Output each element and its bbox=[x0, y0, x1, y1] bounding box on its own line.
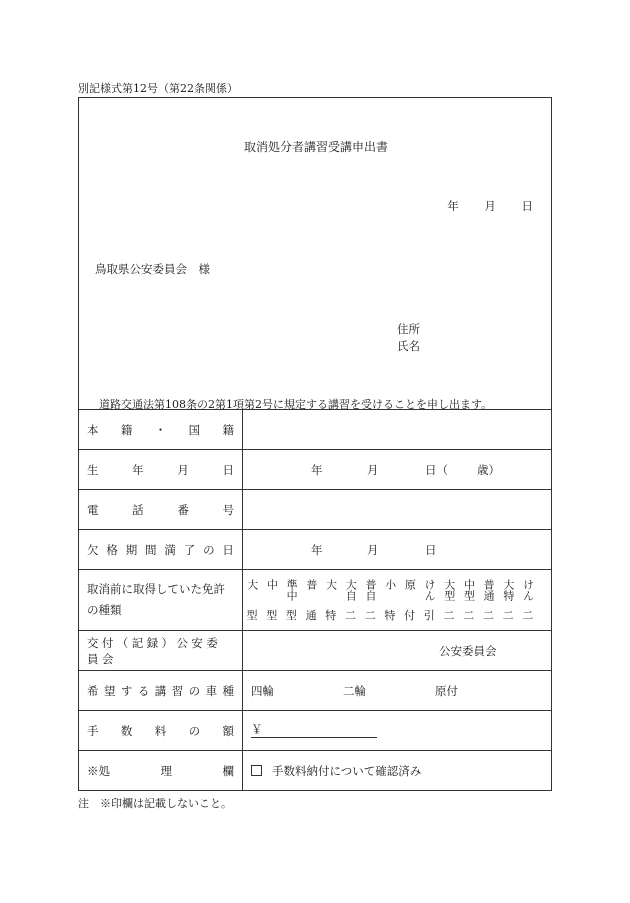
label-char: 交付（記録）公安委員会 bbox=[87, 635, 222, 666]
license-type-option[interactable] bbox=[363, 579, 377, 621]
label-char: 国 bbox=[188, 422, 201, 437]
name-label: 氏名 bbox=[397, 339, 420, 353]
label-char: る bbox=[137, 683, 150, 698]
license-type-option[interactable] bbox=[462, 579, 476, 621]
label-char: 料 bbox=[154, 723, 167, 738]
application-form bbox=[78, 97, 552, 791]
label-honseki bbox=[79, 410, 243, 449]
label-char: 種 bbox=[222, 683, 234, 698]
label-char: 月 bbox=[177, 462, 189, 477]
license-type-option[interactable] bbox=[344, 579, 358, 621]
row-phone bbox=[79, 489, 551, 529]
label-phone bbox=[79, 490, 243, 529]
license-type-top: 準中 bbox=[285, 579, 299, 601]
date-month-label: 月 bbox=[484, 199, 496, 213]
label-char: 日 bbox=[222, 542, 234, 557]
address-label: 住所 bbox=[397, 322, 420, 336]
disq-year-unit: 年 bbox=[311, 542, 323, 557]
date-year-label: 年 bbox=[447, 199, 459, 213]
label-char: の bbox=[203, 542, 215, 557]
label-processing bbox=[79, 751, 243, 790]
birth-year-unit: 年 bbox=[311, 462, 323, 477]
label-char: 日 bbox=[222, 462, 234, 477]
label-char: 欠 bbox=[87, 542, 99, 557]
label-char: 話 bbox=[132, 502, 144, 517]
field-fee[interactable] bbox=[243, 711, 551, 750]
document-title: 取消処分者講習受講申出書 bbox=[243, 140, 388, 154]
license-type-top: 中型 bbox=[462, 579, 476, 601]
row-vehicle-class bbox=[79, 670, 551, 710]
label-birthdate bbox=[79, 450, 243, 489]
row-processing bbox=[79, 750, 551, 790]
license-type-bottom: 型 bbox=[285, 608, 297, 622]
license-type-top: 原 bbox=[403, 579, 417, 590]
row-fee bbox=[79, 710, 551, 750]
birth-age-unit: 歳） bbox=[477, 462, 500, 477]
label-char: 額 bbox=[222, 723, 234, 738]
license-type-list bbox=[243, 570, 551, 630]
label-char: 年 bbox=[132, 462, 144, 477]
label-char: 理 bbox=[160, 763, 172, 778]
row-birthdate bbox=[79, 449, 551, 489]
label-char: 間 bbox=[145, 542, 157, 557]
field-vehicle-class bbox=[243, 671, 551, 710]
label-license-types bbox=[79, 570, 243, 630]
label-char: 欄 bbox=[222, 763, 234, 778]
addressee: 鳥取県公安委員会 様 bbox=[95, 262, 210, 276]
label-char: 号 bbox=[222, 502, 234, 517]
label-char: の bbox=[188, 723, 201, 738]
license-type-option[interactable] bbox=[265, 579, 279, 621]
license-label-line2: の種類 bbox=[87, 603, 122, 617]
declaration-text: 道路交通法第108条の2第1項第2号に規定する講習を受けることを申し出ます。 bbox=[99, 398, 493, 411]
birth-month-unit: 月 bbox=[367, 462, 379, 477]
license-type-option[interactable] bbox=[304, 579, 318, 621]
label-char: 望 bbox=[103, 683, 116, 698]
license-type-top: 普通 bbox=[482, 579, 496, 601]
license-type-bottom: 引 bbox=[423, 608, 435, 622]
license-type-top: けん bbox=[423, 579, 437, 601]
license-type-top: 大型 bbox=[442, 579, 456, 601]
license-type-option[interactable] bbox=[284, 579, 298, 621]
label-char: 手 bbox=[87, 723, 99, 738]
license-type-option[interactable] bbox=[383, 579, 397, 621]
disq-month-unit: 月 bbox=[367, 542, 379, 557]
form-table bbox=[79, 409, 551, 790]
license-type-option[interactable] bbox=[481, 579, 495, 621]
license-type-top: 大特 bbox=[501, 579, 515, 601]
date-day-label: 日 bbox=[521, 199, 533, 213]
field-issuing-commission[interactable] bbox=[243, 631, 551, 670]
label-fee bbox=[79, 711, 243, 750]
license-type-bottom: 二 bbox=[443, 608, 455, 622]
date-line bbox=[425, 198, 533, 214]
disq-day-unit: 日 bbox=[425, 542, 437, 557]
label-char: 満 bbox=[164, 542, 176, 557]
license-type-option[interactable] bbox=[442, 579, 456, 621]
label-char: す bbox=[120, 683, 133, 698]
label-char: 籍 bbox=[120, 422, 133, 437]
birth-day-unit: 日（ bbox=[425, 462, 448, 477]
label-char: 生 bbox=[87, 462, 99, 477]
label-char: 籍 bbox=[222, 422, 234, 437]
processing-check bbox=[251, 763, 421, 779]
row-disqualification-end bbox=[79, 529, 551, 569]
license-type-bottom: 二 bbox=[463, 608, 475, 622]
label-char: 希 bbox=[87, 683, 99, 698]
license-type-top: 大 bbox=[245, 579, 259, 590]
field-phone[interactable] bbox=[243, 490, 551, 529]
license-type-option[interactable] bbox=[521, 579, 535, 621]
label-char: 講 bbox=[154, 683, 167, 698]
checkbox-icon[interactable] bbox=[251, 765, 262, 776]
license-type-top: 普 bbox=[304, 579, 318, 590]
license-type-bottom: 二 bbox=[502, 608, 514, 622]
processing-check-text: 手数料納付について確認済み bbox=[272, 763, 422, 778]
label-issuing-commission bbox=[79, 631, 243, 670]
license-type-bottom: 特 bbox=[325, 608, 337, 622]
form-number: 別記様式第12号（第22条関係） bbox=[78, 82, 238, 95]
row-license-types bbox=[79, 569, 551, 630]
license-type-option[interactable] bbox=[403, 579, 417, 621]
label-char: ・ bbox=[154, 422, 167, 437]
license-type-top: 大 bbox=[324, 579, 338, 590]
license-type-option[interactable] bbox=[422, 579, 436, 621]
license-type-option[interactable] bbox=[245, 579, 259, 621]
license-type-top: 大自 bbox=[344, 579, 358, 601]
license-type-bottom: 通 bbox=[305, 608, 317, 622]
row-honseki bbox=[79, 409, 551, 449]
footnote: 注 ※印欄は記載しないこと。 bbox=[78, 797, 232, 810]
license-type-top: けん bbox=[521, 579, 535, 601]
label-vehicle-class bbox=[79, 671, 243, 710]
label-char: 電 bbox=[87, 502, 99, 517]
label-char: 番 bbox=[177, 502, 189, 517]
label-char: 車 bbox=[205, 683, 218, 698]
license-type-top: 中 bbox=[265, 579, 279, 590]
label-char: 期 bbox=[125, 542, 138, 557]
label-char: 本 bbox=[87, 422, 99, 437]
license-type-top: 小 bbox=[383, 579, 397, 590]
vehicle-option-moped[interactable]: 原付 bbox=[435, 683, 458, 698]
label-char: 数 bbox=[120, 723, 133, 738]
field-disqualification-end[interactable] bbox=[243, 530, 551, 569]
label-char: 習 bbox=[171, 683, 184, 698]
label-disqualification-end bbox=[79, 530, 243, 569]
yen-symbol: ￥ bbox=[251, 722, 263, 736]
license-label-line1: 取消前に取得していた免許 bbox=[87, 582, 225, 596]
vehicle-option-4wheel[interactable]: 四輪 bbox=[251, 683, 274, 698]
license-type-bottom: 二 bbox=[345, 608, 356, 622]
license-type-bottom: 特 bbox=[384, 608, 396, 622]
license-type-bottom: 二 bbox=[364, 608, 376, 622]
license-type-option[interactable] bbox=[501, 579, 515, 621]
label-char: の bbox=[188, 683, 201, 698]
license-type-bottom: 二 bbox=[522, 608, 534, 622]
row-issuing-commission bbox=[79, 630, 551, 670]
license-type-option[interactable] bbox=[324, 579, 338, 621]
vehicle-option-2wheel[interactable]: 二輪 bbox=[343, 683, 366, 698]
label-char: ※処 bbox=[87, 763, 110, 778]
license-type-bottom: 型 bbox=[246, 608, 258, 622]
issuer-suffix: 公安委員会 bbox=[439, 643, 497, 658]
fee-amount-line bbox=[251, 721, 377, 738]
label-char: 格 bbox=[106, 542, 118, 557]
license-type-bottom: 型 bbox=[266, 608, 278, 622]
field-birthdate[interactable] bbox=[243, 450, 551, 489]
label-char: 了 bbox=[183, 542, 196, 557]
license-type-bottom: 二 bbox=[482, 608, 494, 622]
field-processing bbox=[243, 751, 551, 790]
field-honseki[interactable] bbox=[243, 410, 551, 449]
license-type-bottom: 付 bbox=[404, 608, 416, 622]
license-type-top: 普自 bbox=[363, 579, 377, 601]
